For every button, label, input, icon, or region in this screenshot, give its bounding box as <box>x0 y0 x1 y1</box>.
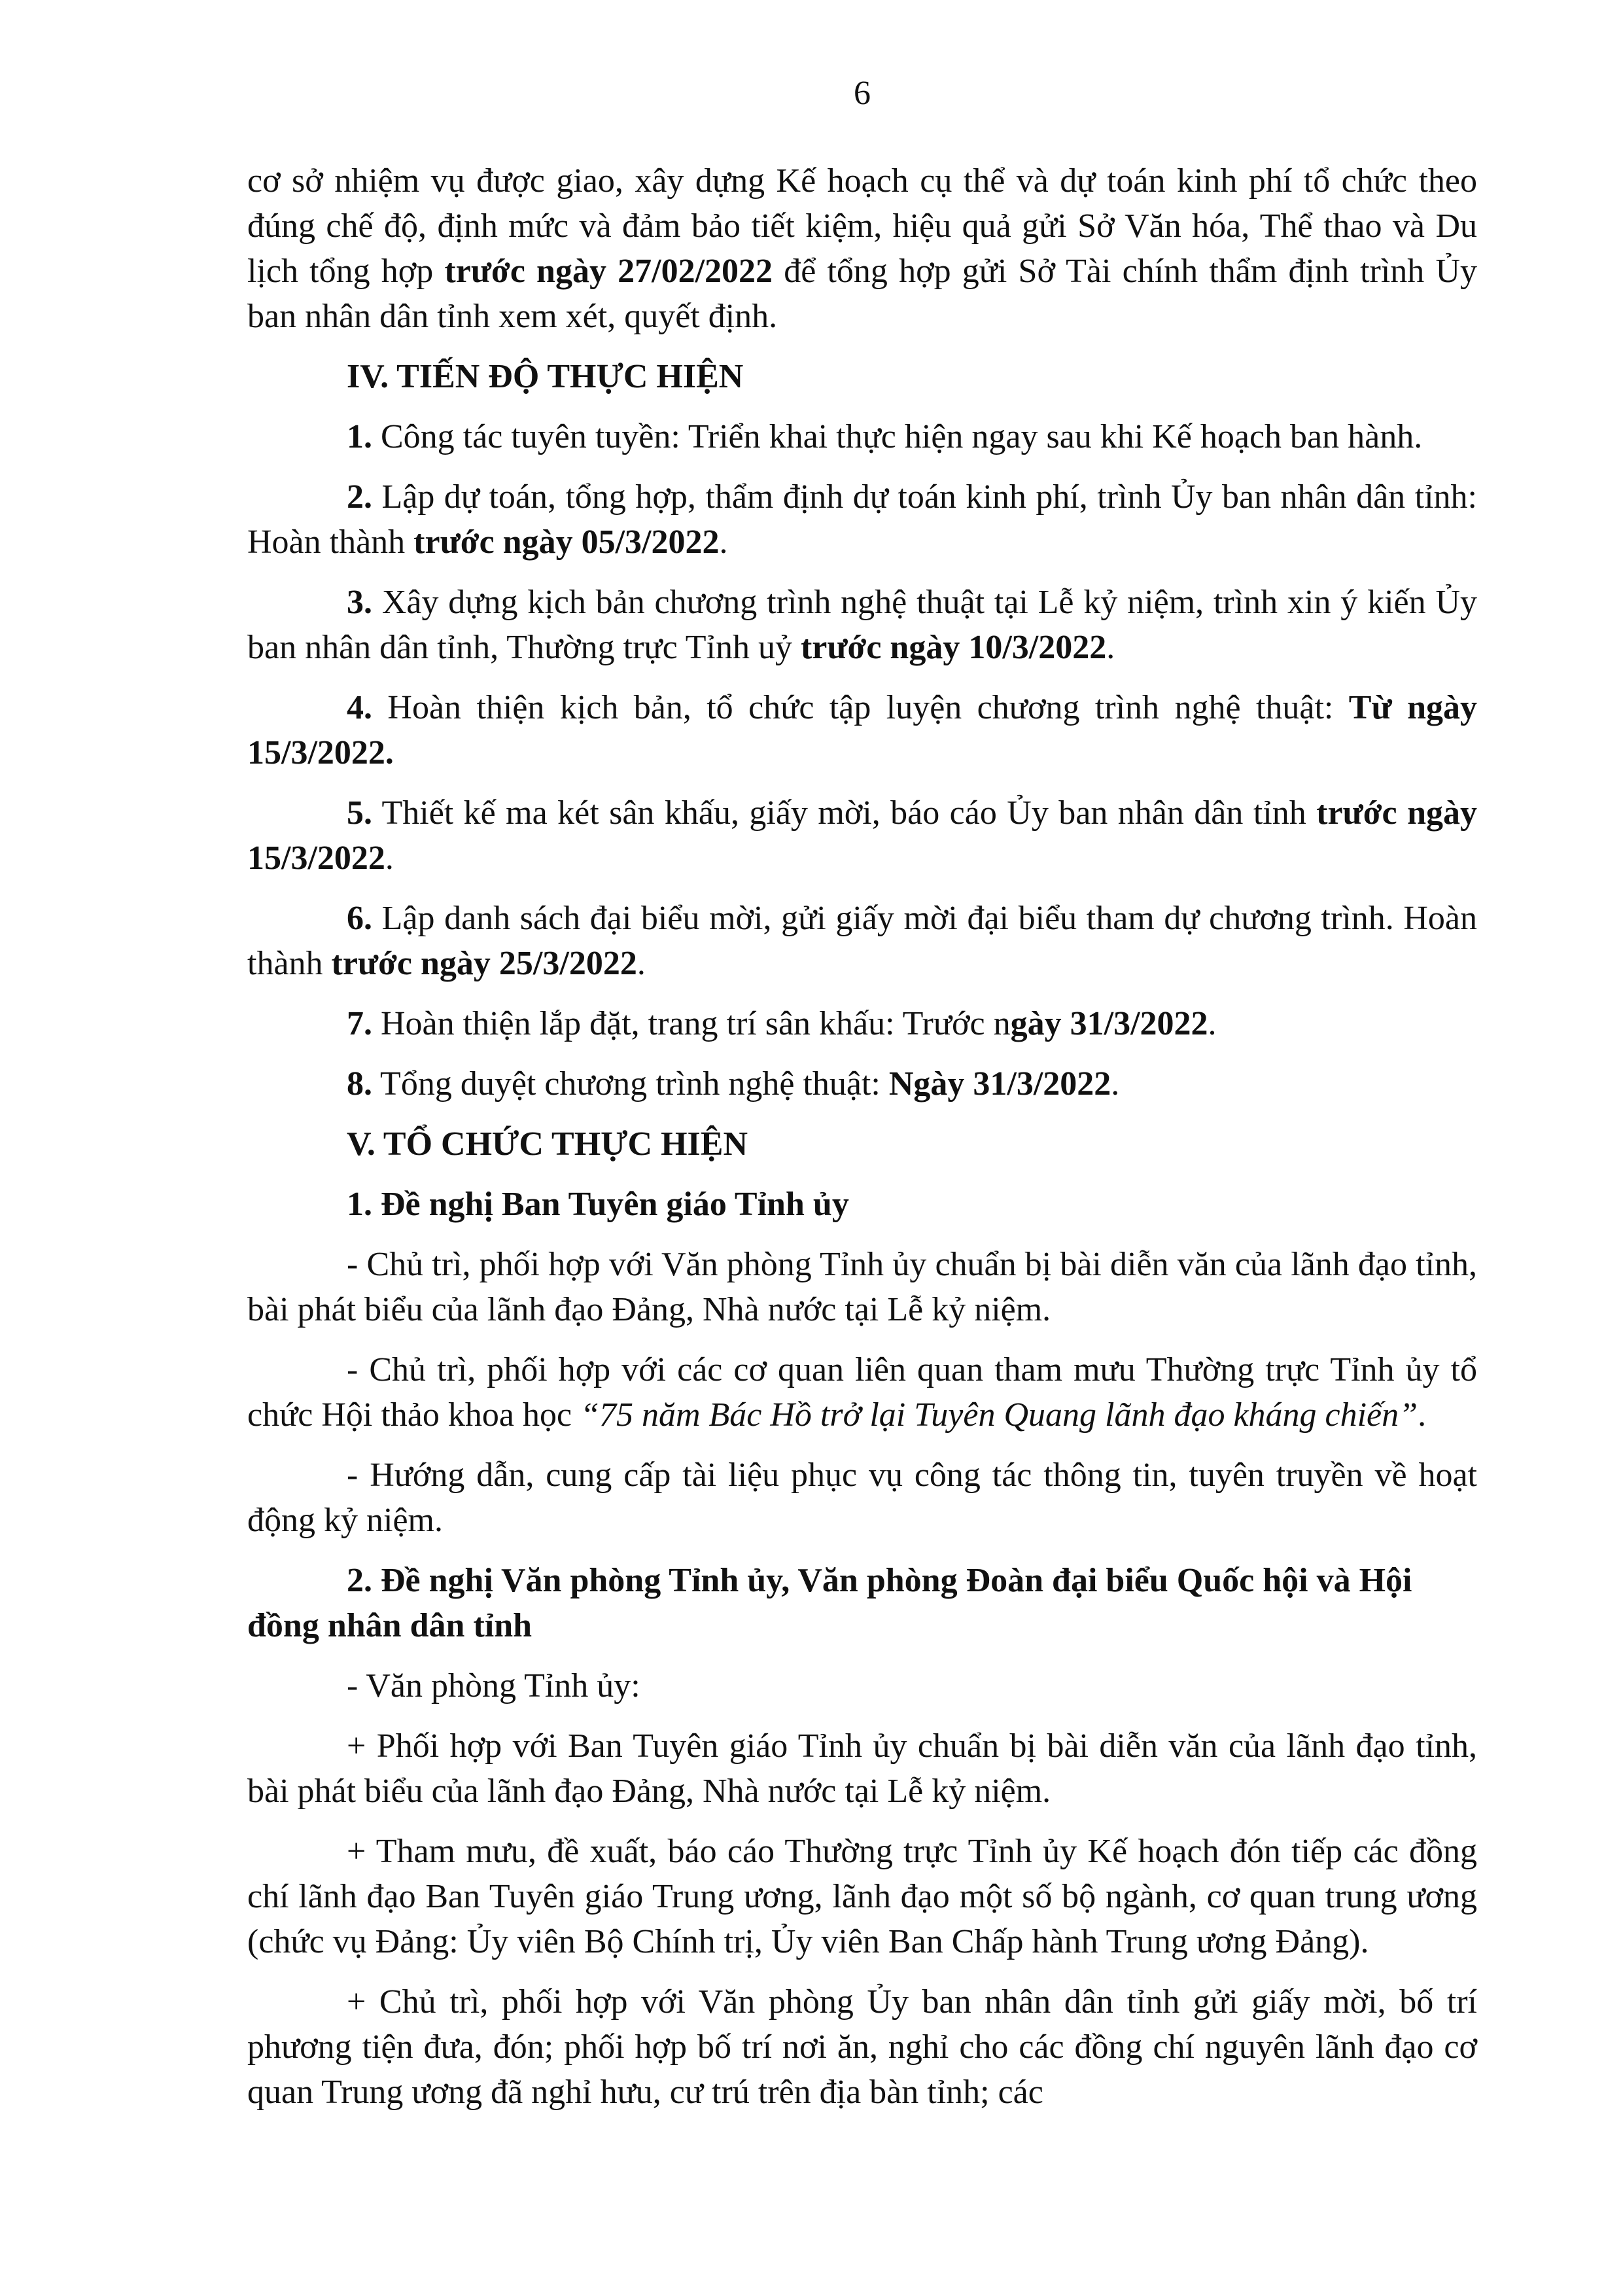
item-end: . <box>385 839 394 877</box>
item-number: 8. <box>347 1065 372 1103</box>
subsection-2-paragraph-2: + Phối hợp với Ban Tuyên giáo Tỉnh ủy chuẩn bị bài diễn văn của lãnh đạo tỉnh, bài phát biểu của lãnh đạo Đảng, Nhà nước tại Lễ kỷ niệm. <box>247 1727 1477 1810</box>
intro-text-end: để tổng hợp gửi Sở Tài chính thẩm định trình Ủy ban nhân dân tỉnh xem xét, quyết định. <box>247 253 1478 335</box>
section-iv-title: IV. TIẾN ĐỘ THỰC HIỆN <box>347 358 744 395</box>
subsection-1-paragraph-2 <box>247 1347 1477 1438</box>
item-deadline: trước ngày 10/3/2022 <box>800 629 1107 666</box>
section-v-title: V. TỔ CHỨC THỰC HIỆN <box>347 1125 748 1163</box>
item-text: Công tác tuyên tuyền: Triển khai thực hiện ngay sau khi Kế hoạch ban hành. <box>372 418 1423 455</box>
item-deadline: Từ ngày 15/3/2022. <box>247 689 1477 771</box>
paragraph-end: . <box>1418 1396 1427 1434</box>
item-end: . <box>1111 1065 1120 1103</box>
page-number: 6 <box>854 75 871 112</box>
subsection-1-title: 1. Đề nghị Ban Tuyên giáo Tỉnh ủy <box>347 1186 849 1223</box>
item-number: 3. <box>347 584 372 621</box>
document-body <box>247 158 1477 2130</box>
item-text: Tổng duyệt chương trình nghệ thuật: <box>372 1065 889 1103</box>
item-number: 5. <box>347 794 372 832</box>
subsection-1-paragraph-1: - Chủ trì, phối hợp với Văn phòng Tỉnh ủy chuẩn bị bài diễn văn của lãnh đạo tỉnh, bài phát biểu của lãnh đạo Đảng, Nhà nước tại Lễ kỷ niệm. <box>247 1246 1477 1328</box>
schedule-item-8 <box>247 1061 1477 1106</box>
item-text: Lập danh sách đại biểu mời, gửi giấy mời đại biểu tham dự chương trình. Hoàn thành <box>247 900 1477 982</box>
subsection-2-paragraph-1: - Văn phòng Tỉnh ủy: <box>347 1667 640 1704</box>
item-end: . <box>637 945 646 982</box>
intro-text: cơ sở nhiệm vụ được giao, xây dựng Kế hoạch cụ thể và dự toán kinh phí tổ chức theo đúng chế độ, định mức và đảm bảo tiết kiệm, hiệu quả gửi Sở Văn hóa, Thể thao và Du lịch tổng hợp <box>247 162 1477 290</box>
item-end: . <box>1208 1005 1217 1042</box>
schedule-item-6 <box>247 896 1477 986</box>
subsection-1-paragraph-3: - Hướng dẫn, cung cấp tài liệu phục vụ công tác thông tin, tuyên truyền về hoạt động kỷ niệm. <box>247 1457 1477 1539</box>
item-number: 6. <box>347 900 372 937</box>
subsection-2-paragraph-4: + Chủ trì, phối hợp với Văn phòng Ủy ban nhân dân tỉnh gửi giấy mời, bố trí phương tiện đưa, đón; phối hợp bố trí nơi ăn, nghỉ cho các đồng chí nguyên lãnh đạo cơ quan Trung ương đã nghỉ hưu, cư trú trên địa bàn tỉnh; các <box>247 1983 1477 2111</box>
item-deadline: trước ngày 05/3/2022 <box>413 523 720 561</box>
workshop-title: “75 năm Bác Hồ trở lại Tuyên Quang lãnh đạo kháng chiến” <box>580 1396 1418 1434</box>
item-text: Hoàn thiện lắp đặt, trang trí sân khấu: Trước n <box>372 1005 1011 1042</box>
item-number: 7. <box>347 1005 372 1042</box>
subsection-2-title: 2. Đề nghị Văn phòng Tỉnh ủy, Văn phòng Đoàn đại biểu Quốc hội và Hội đồng nhân dân tỉnh <box>247 1562 1412 1644</box>
item-deadline: trước ngày 15/3/2022 <box>247 794 1477 877</box>
schedule-item-2 <box>247 474 1477 565</box>
item-deadline: Ngày 31/3/2022 <box>888 1065 1111 1103</box>
item-end: . <box>1106 629 1115 666</box>
item-text: Lập dự toán, tổng hợp, thẩm định dự toán kinh phí, trình Ủy ban nhân dân tỉnh: Hoàn thành <box>247 478 1477 561</box>
item-text: Thiết kế ma két sân khấu, giấy mời, báo cáo Ủy ban nhân dân tỉnh <box>372 794 1317 832</box>
item-end: . <box>719 523 728 561</box>
subsection-2-paragraph-3: + Tham mưu, đề xuất, báo cáo Thường trực Tỉnh ủy Kế hoạch đón tiếp các đồng chí lãnh đạo Ban Tuyên giáo Trung ương, lãnh đạo một số bộ ngành, cơ quan trung ương (chức vụ Đảng: Ủy viên Bộ Chính trị, Ủy viên Ban Chấp hành Trung ương Đảng). <box>247 1833 1477 1960</box>
paragraph-text: - Chủ trì, phối hợp với các cơ quan liên quan tham mưu Thường trực Tỉnh ủy tổ chức Hội thảo khoa học <box>247 1351 1477 1434</box>
intro-deadline: trước ngày 27/02/2022 <box>444 253 773 290</box>
schedule-item-7 <box>247 1001 1477 1046</box>
schedule-item-5 <box>247 790 1477 881</box>
item-text: Hoàn thiện kịch bản, tổ chức tập luyện chương trình nghệ thuật: <box>372 689 1349 726</box>
intro-paragraph <box>247 158 1477 339</box>
schedule-item-1 <box>247 414 1477 459</box>
item-deadline: gày 31/3/2022 <box>1010 1005 1208 1042</box>
item-number: 1. <box>347 418 372 455</box>
item-deadline: trước ngày 25/3/2022 <box>331 945 637 982</box>
schedule-item-4 <box>247 685 1477 775</box>
item-number: 2. <box>347 478 372 516</box>
schedule-item-3 <box>247 580 1477 670</box>
item-number: 4. <box>347 689 372 726</box>
item-text: Xây dựng kịch bản chương trình nghệ thuật tại Lễ kỷ niệm, trình xin ý kiến Ủy ban nhân dân tỉnh, Thường trực Tỉnh uỷ <box>247 584 1477 666</box>
